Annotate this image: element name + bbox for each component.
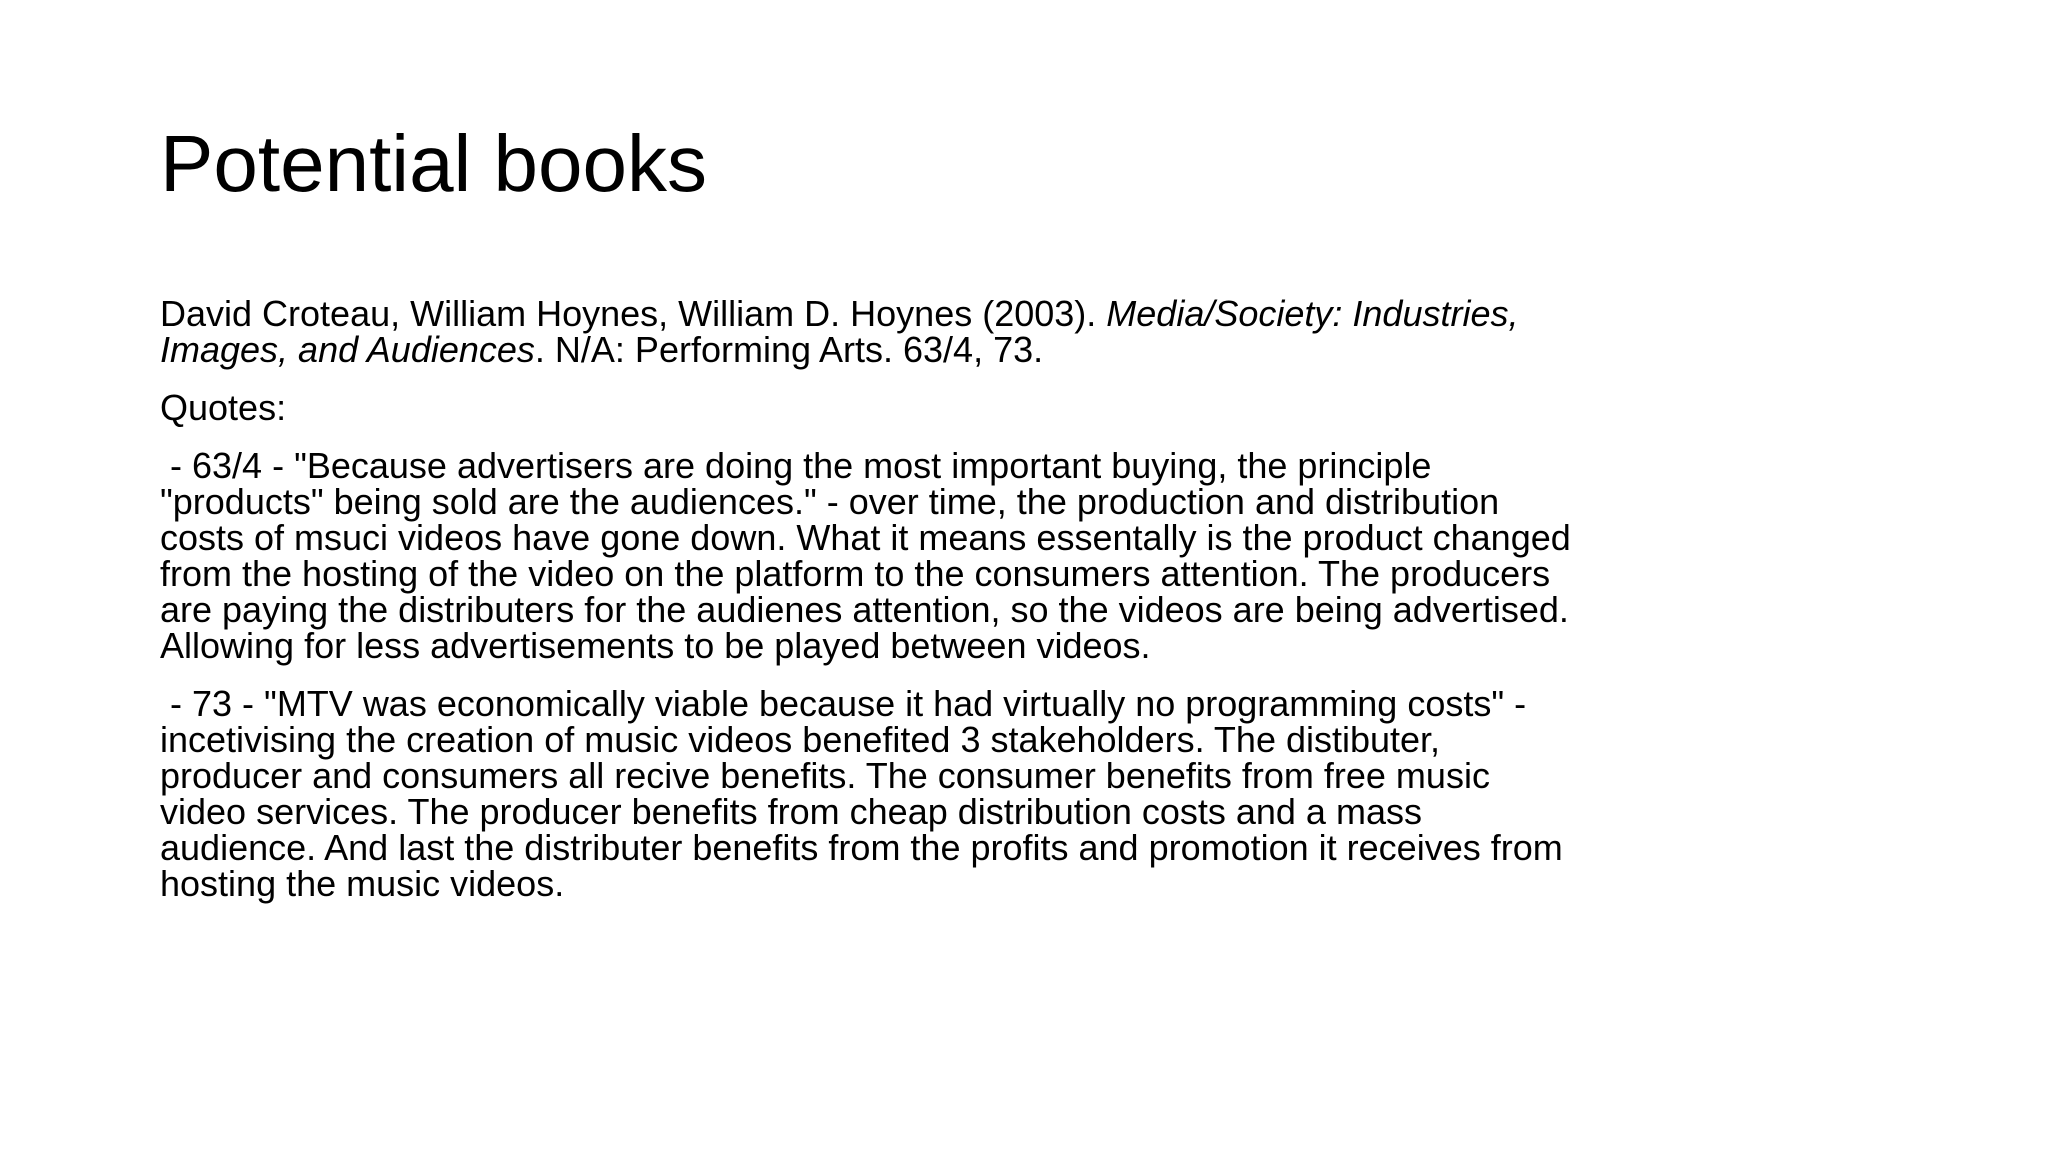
citation-book-title: Media/Society: Industries, Images, and Audiences <box>160 293 1519 370</box>
citation-authors-year: David Croteau, William Hoynes, William D. Hoynes (2003). <box>160 293 1107 334</box>
book-citation <box>160 293 1580 370</box>
citation-publisher-pages: . N/A: Performing Arts. 63/4, 73. <box>534 329 1044 370</box>
quote-paragraph: - 63/4 - "Because advertisers are doing the most important buying, the principle "products" being sold are the audiences." - over time, the production and distribution costs of msuci videos have gone down. What it means essentally is the product changed from the hosting of the video on the platform to the consumers attention. The producers are paying the distributers for the audienes attention, so the videos are being advertised. Allowing for less advertisements to be played between videos. <box>160 445 1581 666</box>
slide-title: Potential books <box>160 119 708 208</box>
quote-paragraph: - 73 - "MTV was economically viable because it had virtually no programming costs" - incetivising the creation of music videos benefited 3 stakeholders. The distibuter, producer and consumers all recive benefits. The consumer benefits from free music video services. The producer benefits from cheap distribution costs and a mass audience. And last the distributer benefits from the profits and promotion it receives from hosting the music videos. <box>160 683 1573 904</box>
slide-body <box>160 293 1581 924</box>
quotes-label: Quotes: <box>160 387 287 428</box>
